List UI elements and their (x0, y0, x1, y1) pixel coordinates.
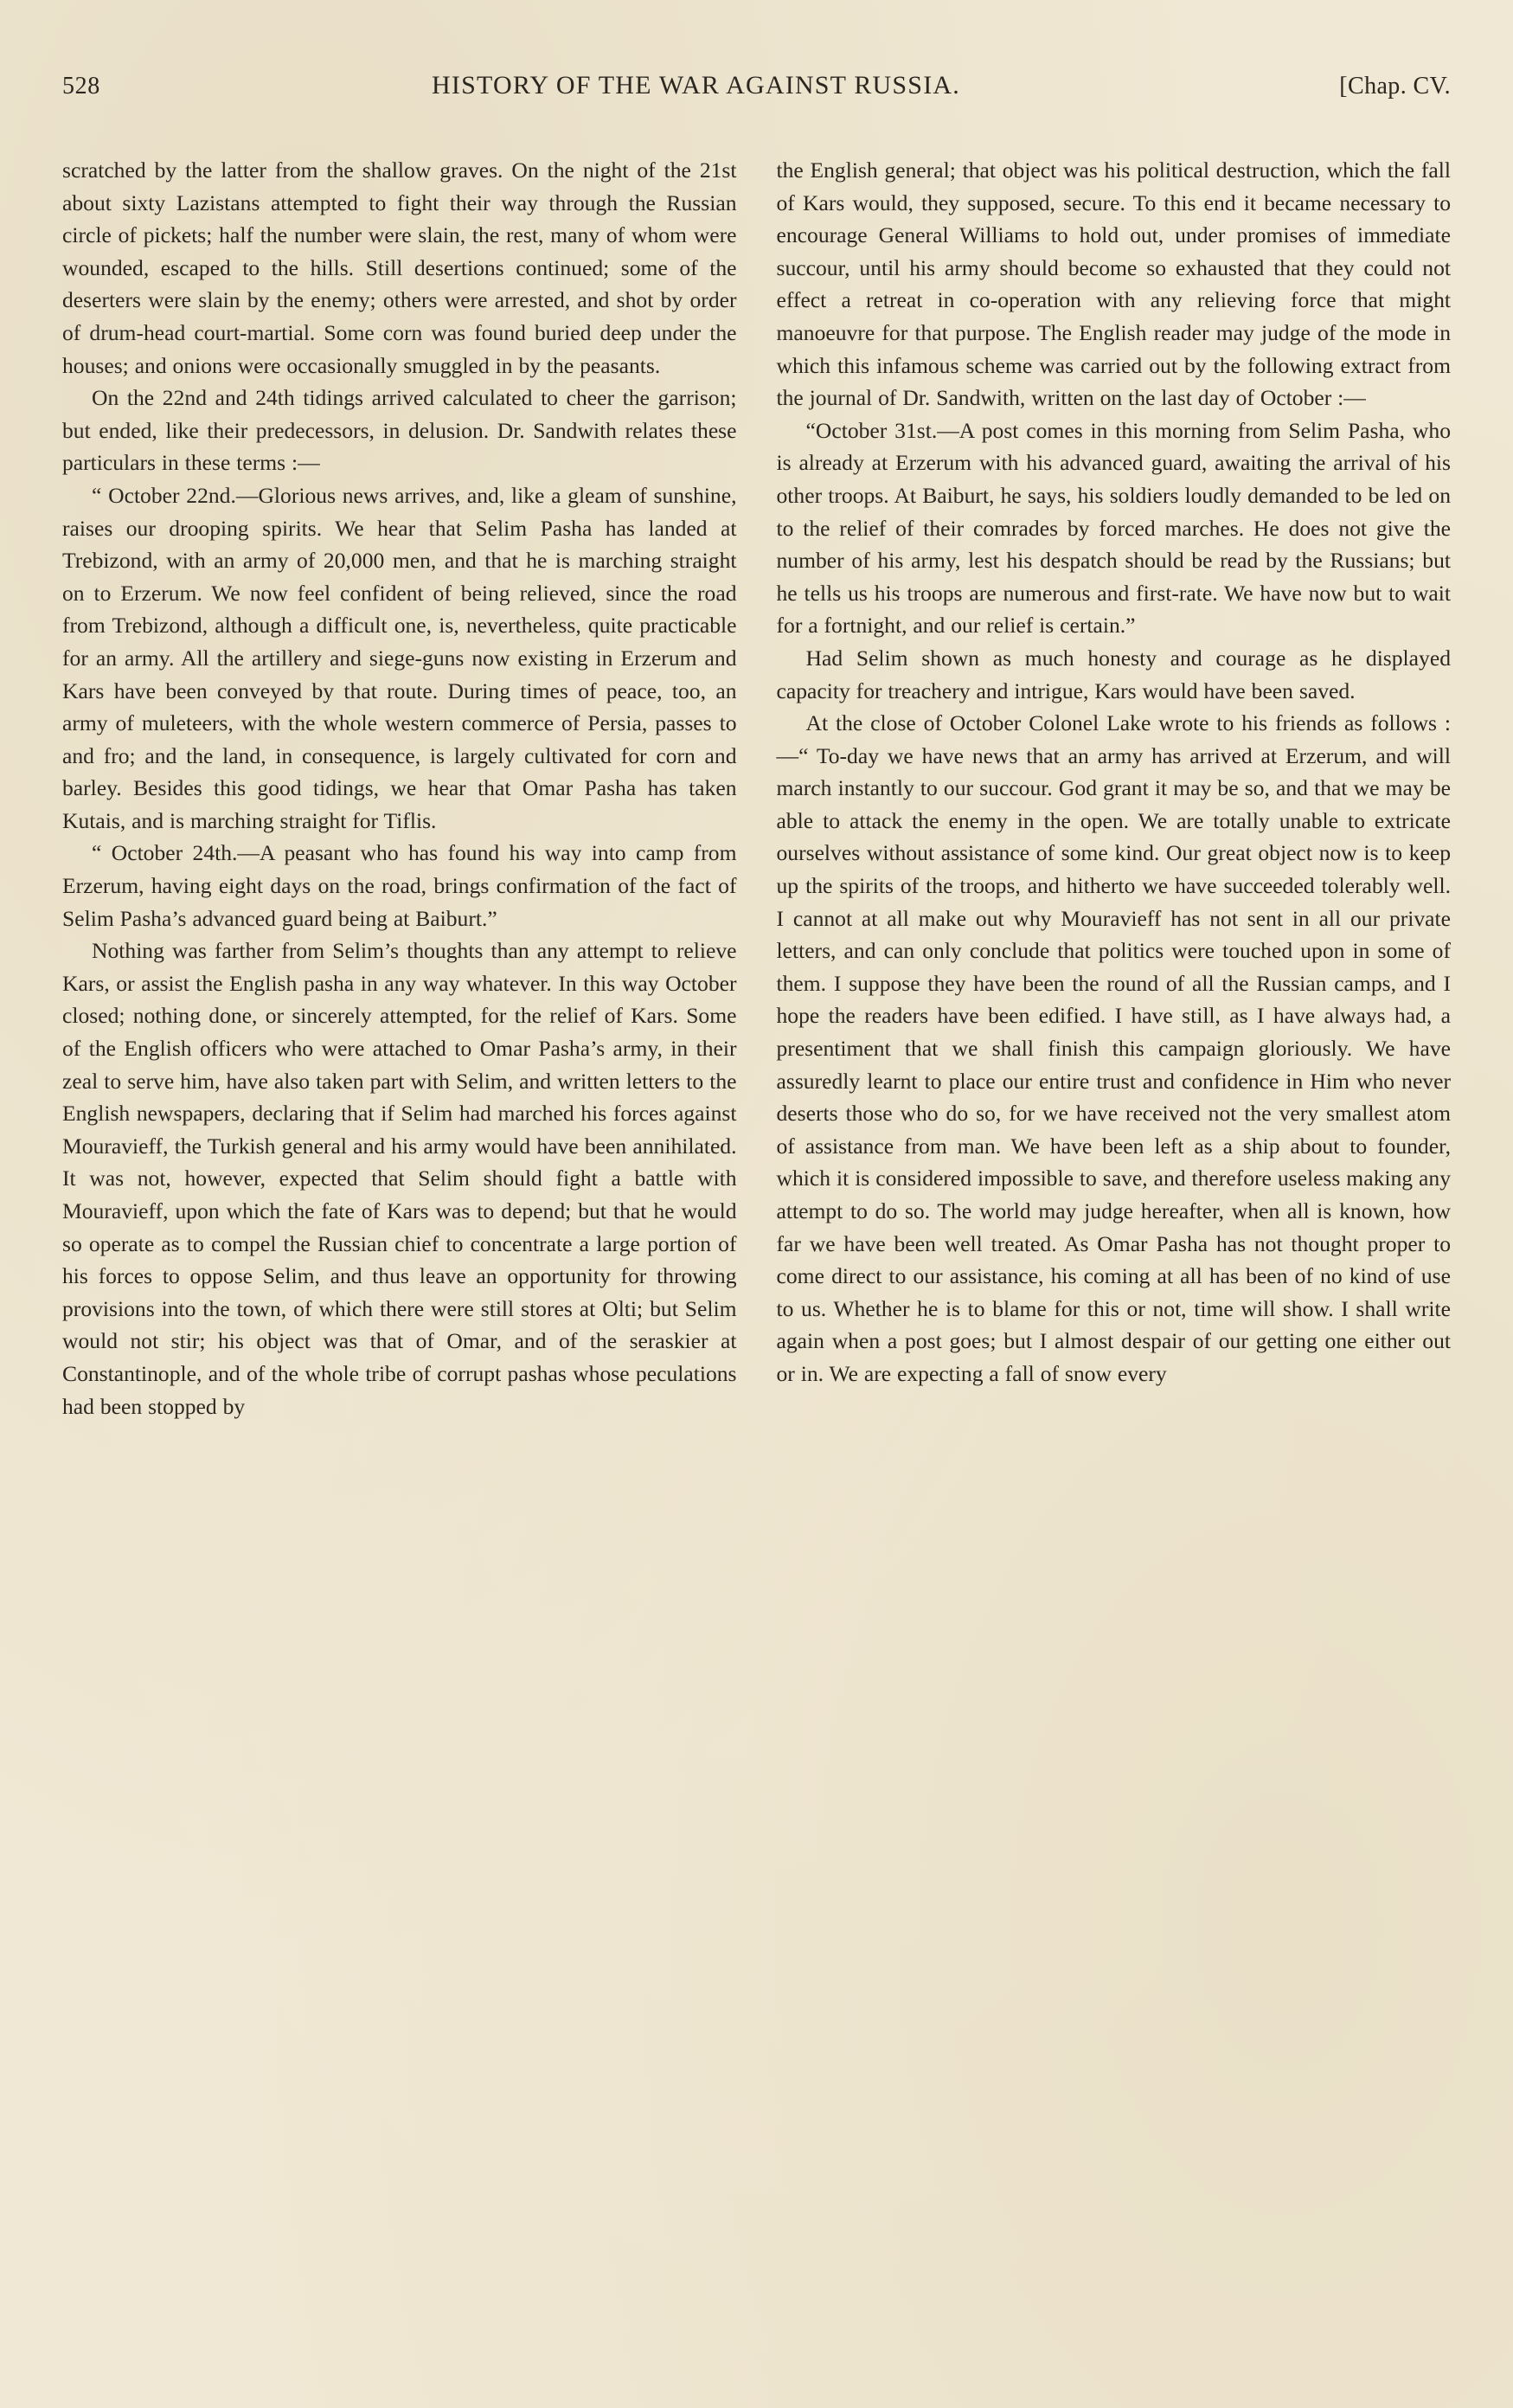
paragraph: “ October 22nd.—Glorious news arrives, and, like a gleam of sunshine, raises our drooping spirits. We hear that Selim Pasha has landed at Trebizond, with an army of 20,000 men, and that he is marching straight on to Erzerum. We now feel confident of being relieved, since the road from Trebizond, although a difficult one, is, nevertheless, quite practicable for an army. All the artillery and siege-guns now existing in Erzerum and Kars have been conveyed by that route. During times of peace, too, an army of muleteers, with the whole western commerce of Persia, passes to and fro; and the land, in consequence, is largely cultivated for corn and barley. Besides this good tidings, we hear that Omar Pasha has taken Kutais, and is marching straight for Tiflis. (62, 482, 737, 833)
paragraph: the English general; that object was his political destruction, which the fall of Kars would, they supposed, secure. To this end it became necessary to encourage General Williams to hold out, under promises of immediate succour, until his army should become so exhausted that they could not effect a retreat in co-operation with any relieving force that might manoeuvre for that purpose. The English reader may judge of the mode in which this infamous scheme was carried out by the following extract from the journal of Dr. Sandwith, written on the last day of October :— (776, 157, 1451, 411)
paragraph: Nothing was farther from Selim’s thoughts than any attempt to relieve Kars, or assist the English pasha in any way whatever. In this way October closed; nothing done, or sincerely attempted, for the relief of Kars. Some of the English officers who were attached to Omar Pasha’s army, in their zeal to serve him, have also taken part with Selim, and written letters to the English newspapers, declaring that if Selim had marched his forces against Mouravieff, the Turkish general and his army would have been annihilated. It was not, however, expected that Selim should fight a battle with Mouravieff, upon which the fate of Kars was to depend; but that he would so operate as to compel the Russian chief to concentrate a large portion of his forces to oppose Selim, and thus leave an opportunity for throwing provisions into the town, of which there were still stores at Olti; but Selim would not stir; his object was that of Omar, and of the seraskier at Constantinople, and of the whole tribe of corrupt pashas whose peculations had been stopped by (62, 938, 737, 1419)
paragraph: “October 31st.—A post comes in this morning from Selim Pasha, who is already at Erzerum with his advanced guard, awaiting the arrival of his other troops. At Baiburt, he says, his soldiers loudly demanded to be led on to the relief of their comrades by forced marches. He does not give the number of his army, lest his despatch should be read by the Russians; but he tells us his troops are numerous and first-rate. We have now but to wait for a fortnight, and our relief is certain.” (776, 417, 1451, 639)
chapter-marker: [Chap. CV. (1339, 73, 1451, 100)
paragraph: Had Selim shown as much honesty and courage as he displayed capacity for treachery and intrigue, Kars would have been saved. (776, 645, 1451, 703)
paragraph: “ October 24th.—A peasant who has found his way into camp from Erzerum, having eight days on the road, brings confirmation of the fact of Selim Pasha’s advanced guard being at Baiburt.” (62, 840, 737, 931)
page-header (62, 71, 1451, 106)
running-title: HISTORY OF THE WAR AGAINST RUSSIA. (432, 71, 960, 100)
page-number: 528 (62, 73, 100, 100)
paragraph: scratched by the latter from the shallow graves. On the night of the 21st about sixty Lazistans attempted to fight their way through the Russian circle of pickets; half the number were slain, the rest, many of whom were wounded, escaped to the hills. Still desertions continued; some of the deserters were slain by the enemy; others were arrested, and shot by order of drum-head court-martial. Some corn was found buried deep under the houses; and onions were occasionally smuggled in by the peasants. (62, 157, 737, 378)
paragraph: At the close of October Colonel Lake wrote to his friends as follows :—“ To-day we have news that an army has arrived at Erzerum, and will march instantly to our succour. God grant it may be so, and that we may be able to attack the enemy in the open. We are totally unable to extricate ourselves without assistance of some kind. Our great object now is to keep up the spirits of the troops, and hitherto we have succeeded tolerably well. I cannot at all make out why Mouravieff has not sent in all our private letters, and can only conclude that politics were touched upon in some of them. I suppose they have been the round of all the Russian camps, and I hope the readers have been edified. I have still, as I have always had, a presentiment that we shall finish this campaign gloriously. We have assuredly learnt to place our entire trust and confidence in Him who never deserts those who do so, for we have received not the very smallest atom of assistance from man. We have been left as a ship about to founder, which it is considered impossible to save, and therefore useless making any attempt to do so. The world may judge hereafter, when all is known, how far we have been well treated. As Omar Pasha has not thought proper to come direct to our assistance, his coming at all has been of no kind of use to us. Whether he is to blame for this or not, time will show. I shall write again when a post goes; but I almost despair of our getting one either out or in. We are expecting a fall of snow every (776, 710, 1451, 1386)
body-columns (62, 154, 1451, 2313)
column-left (62, 154, 756, 2313)
paragraph: On the 22nd and 24th tidings arrived calculated to cheer the garrison; but ended, like their predecessors, in delusion. Dr. Sandwith relates these particulars in these terms :— (62, 385, 737, 476)
column-right (757, 154, 1452, 2313)
